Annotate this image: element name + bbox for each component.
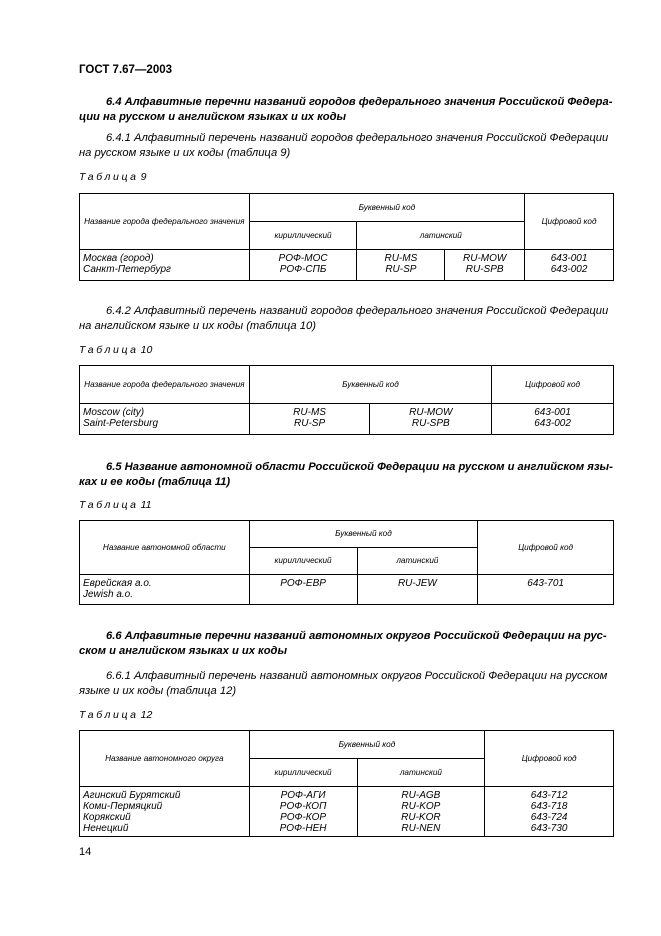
region-name-ru: Еврейская а.о. xyxy=(83,578,152,589)
region-name-en: Jewish a.o. xyxy=(83,589,134,600)
table-12-caption: Таблица 12 xyxy=(79,709,153,721)
table-12-header-letter: Буквенный код xyxy=(249,731,485,759)
table-row: Ненецкий РОФ-НЕН RU-NEN 643-730 xyxy=(80,823,614,836)
table-row: Еврейская а.о. Jewish a.o. РОФ-ЕВР RU-JEW 643-701 xyxy=(80,575,614,605)
table-row: Агинский Бурятский РОФ-АГИ RU-AGB 643-712 xyxy=(80,787,614,802)
table-12-header-name: Название автономного округа xyxy=(80,731,250,787)
table-11-header-cyr: кириллический xyxy=(249,548,357,575)
table-row: Санкт-Петербург РОФ-СПБ RU-SP RU-SPB 643-002 xyxy=(80,264,614,280)
table-12-header-lat: латинский xyxy=(357,759,485,787)
paragraph-6-4-1: 6.4.1 Алфавитный перечень названий городов федерального значения Российской Федерации на русском языке и их коды (таблица 9) xyxy=(79,132,609,159)
table-12-header-digit: Цифровой код xyxy=(485,731,614,787)
table-9-caption: Таблица 9 xyxy=(79,171,147,183)
table-10-header-name: Название города федерального значения xyxy=(80,366,250,404)
section-6-5-heading: 6.5 Название автономной области Российской Федерации на русском и английском язы-ках и ее коды (таблица 11) xyxy=(79,461,613,488)
table-9-header-digit: Цифровой код xyxy=(525,194,614,250)
table-12 xyxy=(79,730,614,837)
table-row: Коми-Пермяцкий РОФ-КОП RU-KOP 643-718 xyxy=(80,801,614,812)
table-10-caption: Таблица 10 xyxy=(79,344,153,356)
table-9 xyxy=(79,193,614,281)
table-10 xyxy=(79,365,614,435)
table-9-header-lat: латинский xyxy=(357,222,525,250)
table-12-header-cyr: кириллический xyxy=(249,759,357,787)
table-11-header-lat: латинский xyxy=(357,548,478,575)
table-row: Москва (город) РОФ-МОС RU-MS RU-MOW 643-001 xyxy=(80,250,614,265)
page-number: 14 xyxy=(79,846,92,858)
paragraph-6-6-1: 6.6.1 Алфавитный перечень названий автономных округов Российской Федерации на русском языке и их коды (таблица 12) xyxy=(79,670,608,697)
section-6-6-heading: 6.6 Алфавитные перечни названий автономных округов Российской Федерации на рус-ском и английском языках и их коды xyxy=(79,630,607,657)
table-11-header-name: Название автономной области xyxy=(80,521,250,575)
document-header: ГОСТ 7.67—2003 xyxy=(79,64,173,76)
table-row: Корякский РОФ-КОР RU-KOR 643-724 xyxy=(80,812,614,823)
table-9-header-cyr: кириллический xyxy=(249,222,357,250)
table-11-caption: Таблица 11 xyxy=(79,499,152,511)
paragraph-6-4-2: 6.4.2 Алфавитный перечень названий городов федерального значения Российской Федерации на английском языке и их коды (таблица 10) xyxy=(79,305,609,332)
table-row: Saint-Petersburg RU-SP RU-SPB 643-002 xyxy=(80,418,614,434)
table-10-header-digit: Цифровой код xyxy=(492,366,614,404)
table-11-header-digit: Цифровой код xyxy=(478,521,614,575)
table-9-header-name: Название города федерального значения xyxy=(80,194,250,250)
table-11-header-letter: Буквенный код xyxy=(249,521,478,548)
table-10-header-letter: Буквенный код xyxy=(249,366,491,404)
table-row: Moscow (city) RU-MS RU-MOW 643-001 xyxy=(80,404,614,419)
section-6-4-heading: 6.4 Алфавитные перечни названий городов федерального значения Российской Федера-ции на русском и английском языках и их коды xyxy=(79,96,613,123)
table-9-header-letter: Буквенный код xyxy=(249,194,524,222)
table-11 xyxy=(79,520,614,605)
